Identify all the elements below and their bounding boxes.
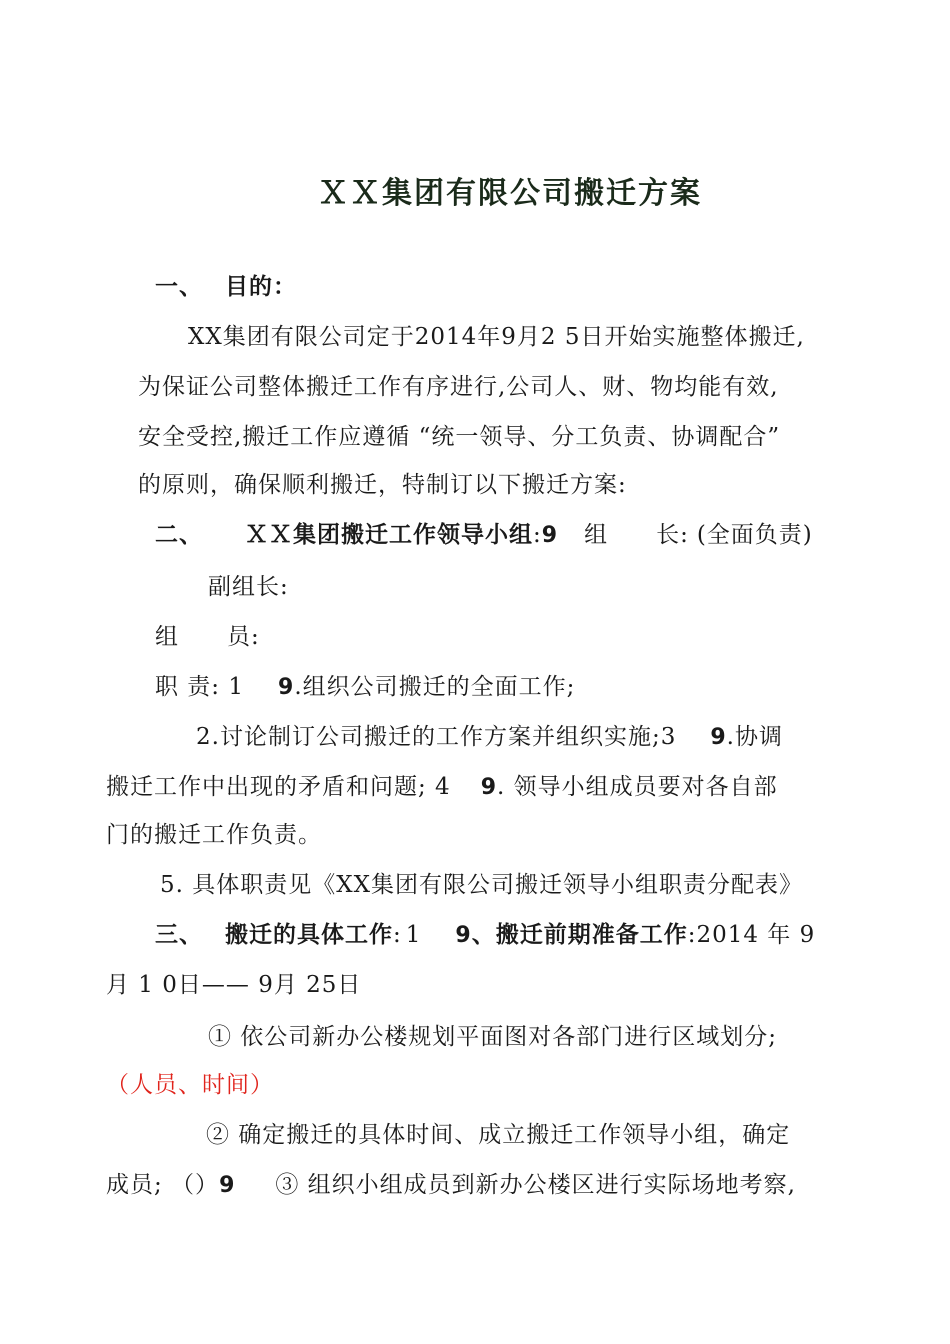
section3-index: 1 (405, 922, 422, 948)
section3-colon: : (393, 922, 402, 948)
item-2-end: 成员; （） (106, 1172, 220, 1198)
duty-3-end: 搬迁工作中出现的矛盾和问题; 4 (106, 774, 451, 800)
leader-label: 组 长: (584, 522, 689, 548)
item-1: ① 依公司新办公楼规划平面图对各部门进行区域划分; (208, 1024, 778, 1050)
duty-5: 5. 具体职责见《XX集团有限公司搬迁领导小组职责分配表》 (160, 872, 804, 898)
duties-label: 职 责: 1 (155, 674, 245, 700)
section2-number: 二、 (155, 522, 203, 548)
section3-bullet-glyph: 9 (455, 923, 472, 948)
section3-header (155, 920, 815, 951)
duties-line-1 (155, 672, 575, 703)
members-label: 组 员: (155, 624, 260, 650)
document-title: ＸＸ集团有限公司搬迁方案 (318, 176, 702, 211)
duty3-bullet-glyph: 9 (710, 725, 727, 750)
duties-line-3 (106, 772, 778, 803)
section3-heading: 搬迁的具体工作 (225, 922, 393, 948)
section2-heading: ＸＸ集团搬迁工作领导小组 (245, 522, 533, 548)
section2-colon: : (533, 522, 542, 548)
section2-bullet-glyph: 9 (541, 523, 559, 548)
duty-1: .组织公司搬迁的全面工作; (294, 674, 576, 700)
section3-date-end: 月 1 0日—— 9月 25日 (106, 972, 362, 998)
duty-3-start: .协调 (726, 724, 783, 750)
section1-header (155, 272, 297, 302)
item-2-start: ② 确定搬迁的具体时间、成立搬迁工作领导小组，确定 (206, 1122, 791, 1148)
section2-header (155, 520, 813, 551)
duty4-bullet-glyph: 9 (480, 775, 498, 800)
section1-number: 一、 (155, 274, 203, 300)
item-3: ③ 组织小组成员到新办公楼区进行实际场地考察, (275, 1172, 796, 1198)
item3-bullet-glyph: 9 (219, 1173, 236, 1198)
section3-sub-heading: 、搬迁前期准备工作 (471, 922, 688, 948)
duty-4-end: 门的搬迁工作负责。 (106, 822, 322, 848)
section3-number: 三、 (155, 922, 203, 948)
section3-date-start: :2014 年 9 (687, 922, 816, 948)
section1-line-2: 为保证公司整体搬迁工作有序进行,公司人、财、物均能有效, (138, 374, 779, 400)
duty-4-start: . 领导小组成员要对各自部 (497, 774, 778, 800)
duty-2: 2.讨论制订公司搬迁的工作方案并组织实施;3 (196, 724, 677, 750)
section1-line-3: 安全受控,搬迁工作应遵循 “统一领导、分工负责、协调配合” (138, 424, 781, 450)
item-1-note: （人员、时间） (106, 1072, 274, 1098)
duties-line-2 (196, 722, 783, 753)
section1-line-4: 的原则，确保顺利搬迁，特制订以下搬迁方案: (138, 472, 627, 498)
deputy-label: 副组长: (208, 574, 289, 600)
leader-note: (全面负责) (696, 522, 813, 548)
section1-heading: 目的： (225, 274, 297, 300)
duty1-bullet-glyph: 9 (278, 675, 295, 700)
section1-line-1: XX集团有限公司定于2014年9月2 5日开始实施整体搬迁, (188, 324, 805, 350)
item-2-3-line (106, 1170, 796, 1201)
